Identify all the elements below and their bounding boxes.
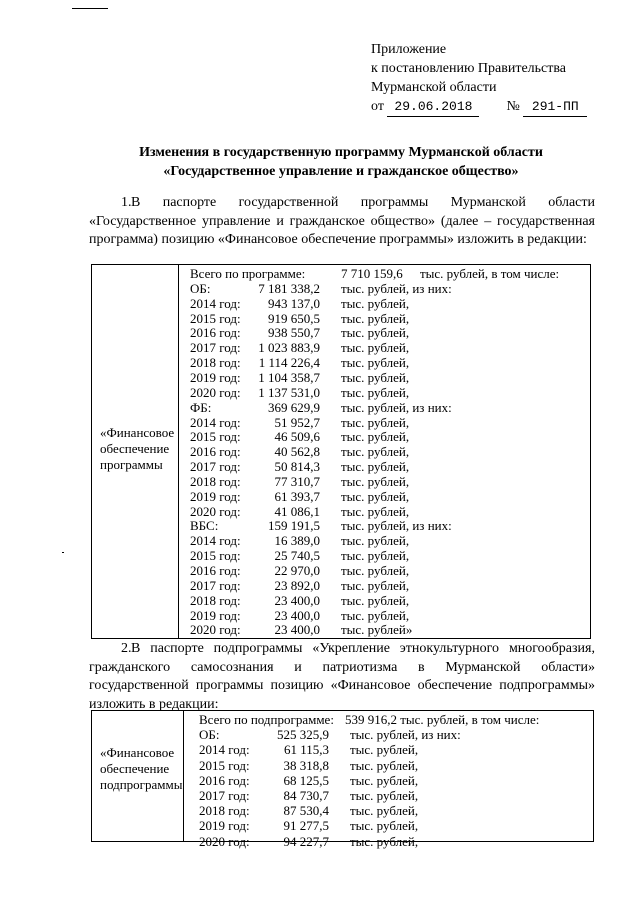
paragraph-1-text: В паспорте государственной программы Мурманской области «Государственное управление и гражданское общество» (далее – государственная программа) позицию «Финансовое обеспечение программы» изложить в редакции:: [89, 195, 595, 247]
table-row: [92, 415, 590, 430]
financing-table-subprogram: [91, 710, 594, 849]
row-amount: 22 970,0: [274, 563, 320, 578]
table-row: [92, 518, 590, 533]
table-row: [92, 622, 590, 637]
row-unit: 7 710 159,6: [341, 266, 403, 281]
row-label: 2014 год:: [190, 414, 241, 430]
row-amount: 23 400,0: [274, 622, 320, 638]
appendix-line-2: к постановлению Правительства: [371, 61, 567, 76]
paragraph-2-text: В паспорте подпрограммы «Укрепление этнокультурного многообразия, гражданского самосознания и патриотизма в Мурманской области» государственной программы позицию «Финансовое обеспечение подпрограммы» изложить в редакции:: [89, 641, 595, 712]
row-label: 2020 год:: [199, 833, 250, 849]
table-row: [92, 578, 590, 593]
row-label: 2019 год:: [190, 369, 241, 385]
row-unit: тыс. рублей,: [350, 772, 419, 788]
row-unit: тыс. рублей,: [341, 459, 410, 475]
label-line: «Финансовое: [100, 425, 175, 440]
row-unit: тыс. рублей,: [341, 310, 410, 326]
row-label: 2018 год:: [190, 473, 241, 489]
row-unit: тыс. рублей,: [341, 592, 410, 608]
row-label: 2016 год:: [190, 563, 241, 578]
appendix-line-1: Приложение: [371, 42, 447, 57]
paragraph-2-number: 2.: [121, 641, 132, 656]
row-amount: 41 086,1: [274, 503, 320, 519]
row-unit: тыс. рублей,: [341, 369, 410, 385]
row-amount: 1 114 226,4: [258, 355, 320, 371]
row-unit: тыс. рублей, из них:: [341, 280, 452, 296]
number-label: №: [506, 99, 520, 114]
table-row: [92, 459, 590, 474]
row-amount: 25 740,5: [274, 548, 320, 564]
row-unit: тыс. рублей,: [341, 384, 410, 400]
row-label: 2014 год:: [199, 742, 250, 758]
row-unit: тыс. рублей»: [341, 622, 413, 638]
row-label: 2016 год:: [199, 772, 250, 788]
table-row: [92, 818, 593, 833]
row-amount: 46 509,6: [274, 429, 320, 445]
label-line: обеспечение: [100, 761, 170, 776]
row-amount: 50 814,3: [274, 459, 320, 475]
table-row: [92, 504, 590, 519]
row-label: 2016 год:: [190, 444, 241, 460]
row-unit: тыс. рублей,: [350, 818, 419, 834]
row-label: 2020 год:: [190, 622, 241, 638]
table-row: [92, 533, 590, 548]
row-label: 2017 год:: [190, 577, 241, 593]
row-label: Всего по подпрограмме:: [199, 712, 334, 727]
table-row: [92, 548, 590, 563]
row-label: 2016 год:: [190, 325, 241, 341]
title-line-1: Изменения в государственную программу Мурманской области: [139, 145, 543, 160]
row-unit: тыс. рублей,: [341, 325, 410, 341]
row-amount: 1 137 531,0: [258, 384, 320, 400]
label-line: «Финансовое: [100, 745, 175, 760]
title-line-2: «Государственное управление и гражданское общество»: [163, 164, 519, 179]
table-row: [92, 489, 590, 504]
table-row: [92, 474, 590, 489]
table-row: [92, 429, 590, 444]
row-amount: 159 191,5: [268, 518, 320, 534]
row-unit: тыс. рублей,: [341, 444, 410, 460]
table-row: [92, 444, 590, 459]
row-amount: 84 730,7: [283, 788, 329, 803]
appendix-date-line: [371, 97, 587, 117]
table-row: [92, 281, 590, 296]
row-amount: 23 400,0: [274, 607, 320, 623]
row-amount: 23 400,0: [274, 592, 320, 608]
row-amount: 1 023 883,9: [258, 340, 320, 356]
row-label: ОБ:: [199, 727, 220, 743]
row-unit: тыс. рублей,: [350, 757, 419, 773]
table-row: [92, 834, 593, 849]
row-unit: тыс. рублей,: [341, 355, 410, 371]
row-unit: тыс. рублей, из них:: [341, 518, 452, 534]
document-title: [60, 143, 622, 181]
label-line: программы: [100, 457, 163, 472]
row-label: 2017 год:: [190, 340, 241, 356]
row-unit: тыс. рублей,: [341, 607, 410, 623]
table-row: [92, 803, 593, 818]
row-amount: 938 550,7: [268, 325, 320, 341]
row-unit: тыс. рублей,: [341, 340, 410, 356]
table-row: [92, 608, 590, 623]
row-unit: 539 916,2 тыс. рублей, в том числе:: [345, 712, 540, 727]
paragraph-2: [89, 640, 595, 714]
row-label: 2015 год:: [190, 548, 241, 564]
table-row: [92, 385, 590, 400]
row-label: 2017 год:: [199, 788, 250, 803]
row-note: тыс. рублей, в том числе:: [420, 266, 560, 281]
row-amount: 16 389,0: [274, 533, 320, 549]
paragraph-1-number: 1.: [121, 195, 132, 210]
row-amount: 51 952,7: [274, 414, 320, 430]
table-row: [92, 773, 593, 788]
row-unit: тыс. рублей,: [341, 503, 410, 519]
decree-date: 29.06.2018: [387, 97, 479, 117]
table-row: [92, 758, 593, 773]
row-amount: 61 115,3: [283, 742, 329, 758]
row-label: 2017 год:: [190, 459, 241, 475]
label-line: подпрограммы: [100, 777, 183, 792]
scan-mark: [72, 8, 108, 9]
table-row: [92, 311, 590, 326]
row-unit: тыс. рублей,: [341, 429, 410, 445]
table-row: [92, 325, 590, 340]
from-label: от: [371, 99, 384, 114]
table-row: [92, 727, 593, 742]
row-label: 2018 год:: [199, 803, 250, 819]
row-amount: 525 325,9: [277, 727, 329, 743]
table-row: [92, 593, 590, 608]
row-label: 2019 год:: [199, 818, 250, 834]
table-row: [92, 400, 590, 415]
row-amount: 7 181 338,2: [258, 280, 320, 296]
table-row: [92, 296, 590, 311]
row-amount: 91 277,5: [283, 818, 329, 834]
label-line: обеспечение: [100, 441, 170, 456]
row-unit: тыс. рублей,: [341, 577, 410, 593]
row-amount: 68 125,5: [283, 772, 329, 788]
row-label: 2020 год:: [190, 384, 241, 400]
row-label: 2014 год:: [190, 533, 241, 549]
decree-number: 291-ПП: [523, 97, 587, 117]
row-label: 2019 год:: [190, 488, 241, 504]
row-unit: тыс. рублей,: [350, 803, 419, 819]
row-unit: тыс. рублей,: [350, 742, 419, 758]
row-amount: 61 393,7: [274, 488, 320, 504]
row-unit: тыс. рублей,: [341, 473, 410, 489]
row-amount: 40 562,8: [274, 444, 320, 460]
row-amount: 87 530,4: [283, 803, 329, 819]
row-label: 2018 год:: [190, 355, 241, 371]
row-label: ФБ:: [190, 399, 212, 415]
row-unit: тыс. рублей,: [341, 488, 410, 504]
paragraph-1: [89, 194, 595, 250]
row-unit: тыс. рублей,: [341, 414, 410, 430]
row-amount: 369 629,9: [268, 399, 320, 415]
scan-mark: [62, 552, 64, 553]
row-amount: 94 227,7: [283, 833, 329, 849]
row-label: 2020 год:: [190, 503, 241, 519]
table-row: [92, 370, 590, 385]
table-row: [92, 788, 593, 803]
row-label: Всего по программе:: [190, 266, 306, 281]
row-amount: 38 318,8: [283, 757, 329, 773]
row-unit: тыс. рублей,: [341, 548, 410, 564]
row-label: 2019 год:: [190, 607, 241, 623]
table-row: [92, 742, 593, 757]
row-label: ВБС:: [190, 518, 219, 534]
row-amount: 1 104 358,7: [258, 369, 320, 385]
row-unit: тыс. рублей,: [350, 788, 419, 803]
row-unit: тыс. рублей,: [350, 833, 419, 849]
row-unit: тыс. рублей,: [341, 533, 410, 549]
row-unit: тыс. рублей,: [341, 295, 410, 311]
financing-table-program: [91, 264, 591, 639]
table-row: [92, 355, 590, 370]
row-label: ОБ:: [190, 280, 211, 296]
appendix-block: [371, 40, 587, 117]
table-row: [92, 712, 593, 727]
row-label: 2015 год:: [190, 310, 241, 326]
row-unit: тыс. рублей, из них:: [350, 727, 461, 743]
row-amount: 77 310,7: [274, 473, 320, 489]
table-row: [92, 340, 590, 355]
table-row: [92, 563, 590, 578]
row-label: 2015 год:: [190, 429, 241, 445]
table-row: [92, 266, 590, 281]
row-unit: тыс. рублей,: [341, 563, 410, 578]
row-unit: тыс. рублей, из них:: [341, 399, 452, 415]
row-amount: 919 650,5: [268, 310, 320, 326]
row-label: 2015 год:: [199, 757, 250, 773]
row-amount: 23 892,0: [274, 577, 320, 593]
row-label: 2018 год:: [190, 592, 241, 608]
row-amount: 943 137,0: [268, 295, 320, 311]
row-label: 2014 год:: [190, 295, 241, 311]
appendix-line-3: Мурманской области: [371, 80, 497, 95]
